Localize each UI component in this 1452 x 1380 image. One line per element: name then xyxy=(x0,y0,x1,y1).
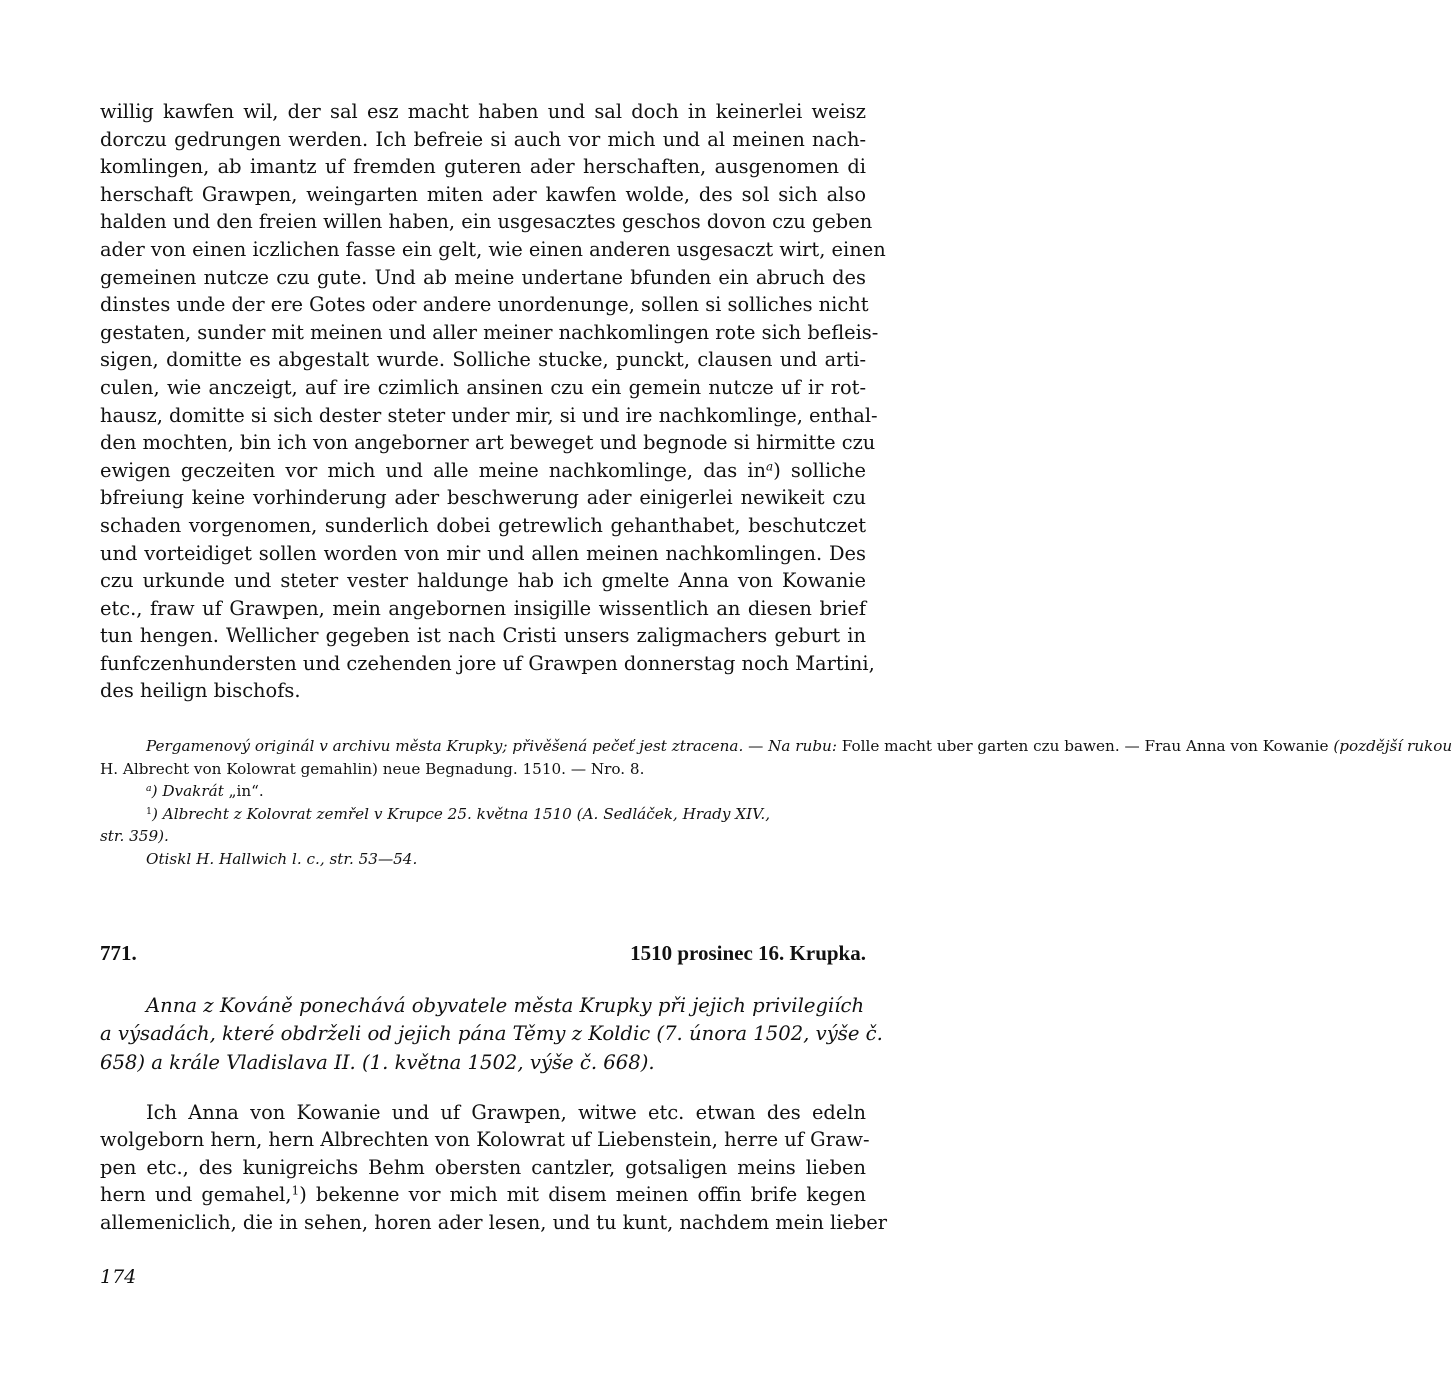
text-line: gemeinen nutcze czu gute. Und ab meine undertane bfunden ein abruch des xyxy=(100,265,866,289)
abstract-line: 658) a krále Vladislava II. (1. května 1502, výše č. 668). xyxy=(100,1050,655,1074)
document-header xyxy=(100,940,866,966)
text-line: bfreiung keine vorhinderung ader beschwerung ader einigerlei newikeit czu xyxy=(100,486,866,510)
text-line: des heilign bischofs. xyxy=(100,679,301,703)
text-line-with-footnote xyxy=(100,1181,866,1208)
note-line xyxy=(146,780,866,803)
text-line: gestaten, sunder mit meinen und aller meiner nachkomlingen rote sich befleis- xyxy=(100,320,879,344)
footnote-ref: 1 xyxy=(291,1183,300,1198)
text-segment: hern und gemahel, xyxy=(100,1183,292,1207)
source-description: Pergamenový originál v archivu města Krupky; přivěšená pečeť jest ztracena. xyxy=(146,737,744,756)
text-line: dorczu gedrungen werden. Ich befreie si auch vor mich und al meinen nach- xyxy=(100,127,866,151)
edition-note xyxy=(100,848,866,871)
footnote-text: ) Dvakrát xyxy=(151,782,224,801)
footnote-marker: 1 xyxy=(146,805,152,817)
text-line: halden und den freien willen haben, ein usgesacztes geschos dovon czu geben xyxy=(100,210,873,234)
footnote-1 xyxy=(100,803,866,826)
text-line: funfczenhundersten und czehenden jore uf Grawpen donnerstag noch Martini, xyxy=(100,651,875,675)
na-rubu-label: Na rubu: xyxy=(768,737,837,756)
later-hand-note: (pozdější rukou xyxy=(1333,737,1452,756)
endorsement-text: Folle macht uber garten czu bawen. — Frau Anna von Kowanie xyxy=(836,737,1334,756)
abstract-line: Anna z Kováně ponechává obyvatele města Krupky při jejich privilegiích xyxy=(146,994,865,1017)
text-line: dinstes unde der ere Gotes oder andere unordenunge, sollen si solliches nicht xyxy=(100,293,869,317)
continuation-text xyxy=(100,98,886,705)
text-line: czu urkunde und steter vester haldunge hab ich gmelte Anna von Kowanie xyxy=(100,569,866,593)
footnote-quote: „in“. xyxy=(223,782,264,801)
document-abstract xyxy=(100,992,883,1077)
text-line: willig kawfen wil, der sal esz macht haben und sal doch in keinerlei weisz xyxy=(100,100,866,123)
endorsement-text: neue Begnadung. 1510. — Nro. 8. xyxy=(377,759,645,778)
text-line: tun hengen. Wellicher gegeben ist nach Cristi unsers zaligmachers geburt in xyxy=(100,624,866,648)
endorsement-continuation xyxy=(100,758,866,781)
note-line xyxy=(146,735,1452,758)
edition-text: Otiskl H. Hallwich l. c., str. 53—54. xyxy=(146,850,418,869)
document-date-place: 1510 prosinec 16. Krupka. xyxy=(630,941,866,965)
footnote-text: str. 359). xyxy=(100,827,169,846)
text-line: herschaft Grawpen, weingarten miten ader kawfen wolde, des sol sich also xyxy=(100,182,866,206)
text-line: etc., fraw uf Grawpen, mein angebornen insigille wissentlich an diesen brief xyxy=(100,596,866,620)
footnote-a xyxy=(100,780,866,803)
text-segment: ) solliche xyxy=(773,458,866,482)
previous-document-continuation xyxy=(100,98,1452,871)
text-line: und vorteidiget sollen worden von mir und allen meinen nachkomlingen. Des xyxy=(100,541,866,565)
abstract-line: a výsadách, které obdrželi od jejich pána Těmy z Koldic (7. února 1502, výše č. xyxy=(100,1022,883,1046)
text-line: schaden vorgenomen, sunderlich dobei getrewlich gehanthabet, beschutczet xyxy=(100,513,866,537)
text-line: wolgeborn hern, hern Albrechten von Kolowrat uf Liebenstein, herre uf Graw- xyxy=(100,1128,870,1152)
critical-notes xyxy=(100,735,1452,871)
text-line: ader von einen iczlichen fasse ein gelt, wie einen anderen usgesaczt wirt, einen xyxy=(100,237,886,261)
text-segment: ) bekenne vor mich mit disem meinen offin brife kegen xyxy=(299,1183,866,1207)
text-segment: ewigen geczeiten vor mich und alle meine nachkomlinge, das in xyxy=(100,458,767,482)
text-line: den mochten, bin ich von angeborner art beweget und begnode si hirmitte czu xyxy=(100,431,876,455)
note-line xyxy=(146,803,866,826)
endorsement-text: H. Albrecht von Kolowrat gemahlin) xyxy=(100,759,378,778)
note-line xyxy=(100,758,866,781)
text-line: sigen, domitte es abgestalt wurde. Solliche stucke, punckt, clausen und arti- xyxy=(100,348,866,372)
text-line-with-note xyxy=(100,457,866,485)
text-line: hausz, domitte si sich dester steter under mir, si und ire nachkomlinge, enthal- xyxy=(100,403,878,427)
text-line: allemeniclich, die in sehen, horen ader lesen, und tu kunt, nachdem mein lieber xyxy=(100,1210,888,1234)
document-number: 771. xyxy=(100,941,137,965)
document-text xyxy=(100,1099,888,1236)
footnote-1-continuation xyxy=(100,825,866,848)
text-line: Ich Anna von Kowanie und uf Grawpen, witwe etc. etwan des edeln xyxy=(146,1101,866,1124)
text-line: pen etc., des kunigreichs Behm obersten cantzler, gotsaligen meins lieben xyxy=(100,1155,866,1179)
footnote-text: ) Albrecht z Kolovrat zemřel v Krupce 25. května 1510 (A. Sedláček, Hrady XIV., xyxy=(152,804,771,823)
text-line: culen, wie anczeigt, auf ire czimlich ansinen czu ein gemein nutcze uf ir rot- xyxy=(100,375,866,399)
dash: — xyxy=(743,737,769,756)
page-number: 174 xyxy=(100,1266,137,1288)
source-note xyxy=(100,735,1452,758)
text-line: komlingen, ab imantz uf fremden guteren ader herschaften, ausgenomen di xyxy=(100,155,866,179)
note-marker-a: a xyxy=(766,459,774,474)
footnote-marker: a xyxy=(146,783,152,795)
